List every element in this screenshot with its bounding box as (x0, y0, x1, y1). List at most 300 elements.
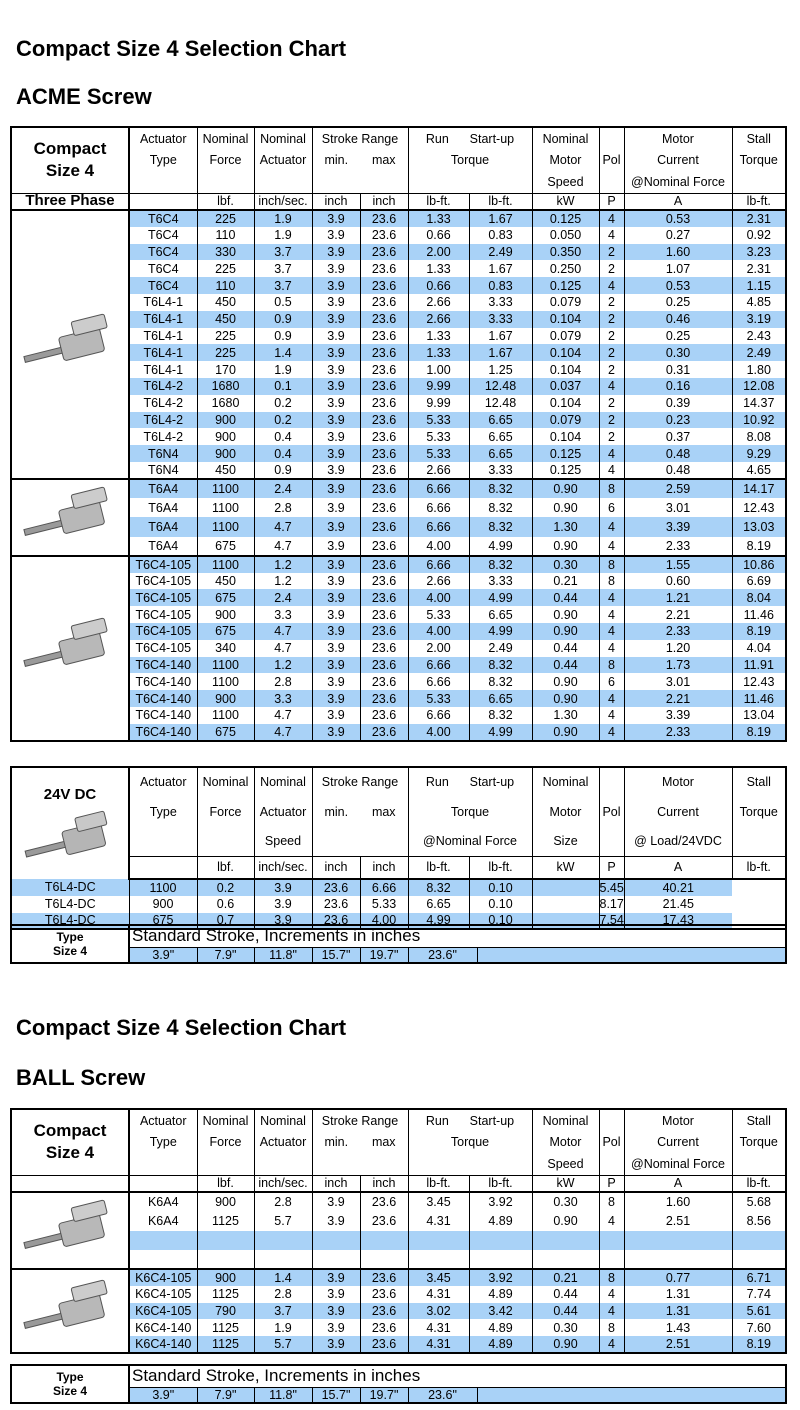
table-cell: 0.48 (624, 462, 732, 479)
table-cell: 8 (599, 556, 624, 573)
table-cell: 1.67 (469, 344, 532, 361)
table-cell: 4.31 (408, 1336, 469, 1353)
stroke-value: 23.6" (408, 947, 477, 963)
table-cell: 3.3 (254, 690, 312, 707)
acme-section-title: Compact Size 4 Selection Chart (16, 36, 347, 61)
table-cell: T6N4 (147, 462, 179, 477)
table-cell: 4 (599, 589, 624, 606)
table-cell: 8 (599, 657, 624, 674)
table-cell: 23.6 (360, 623, 408, 640)
table-cell: 8 (599, 573, 624, 590)
table-cell: 1.15 (732, 277, 786, 294)
actuator-acme-group-1-icon (18, 307, 122, 379)
table-cell: 1.33 (408, 260, 469, 277)
table-cell: 4.00 (408, 724, 469, 741)
table-cell: 0.25 (624, 328, 732, 345)
table-cell: 4.7 (254, 623, 312, 640)
dc-label-cell (11, 767, 129, 879)
col-header: Type (149, 1135, 177, 1149)
col-header (408, 171, 532, 193)
col-header: Motor (532, 1131, 599, 1153)
table-cell: 2.4 (254, 589, 312, 606)
col-header: Torque (408, 1131, 532, 1153)
table-cell: 10.86 (732, 556, 786, 573)
table-cell: 0.104 (532, 311, 599, 328)
table-cell: 5.33 (408, 606, 469, 623)
table-cell: 0.125 (532, 277, 599, 294)
table-cell: T6C4-105 (129, 623, 197, 640)
col-header: max (371, 804, 396, 819)
table-cell: 0.5 (254, 294, 312, 311)
table-cell: 1.60 (624, 1192, 732, 1211)
table-cell: 23.6 (360, 428, 408, 445)
table-cell: 14.37 (732, 395, 786, 412)
table-cell: 4 (599, 606, 624, 623)
table-cell: 1125 (197, 1286, 254, 1303)
table-cell: 14.17 (732, 479, 786, 498)
col-header: Start-up (469, 1113, 515, 1128)
table-cell: 5.61 (732, 1303, 786, 1320)
table-cell: 4 (599, 640, 624, 657)
table-cell: 1.73 (624, 657, 732, 674)
table-cell: 4.99 (469, 537, 532, 556)
col-header: Actuator (139, 131, 187, 146)
table-cell: 1.33 (408, 328, 469, 345)
stroke-value: 3.9" (129, 947, 197, 963)
table-cell: 6.66 (408, 707, 469, 724)
table-cell: 23.6 (360, 573, 408, 590)
table-cell: 23.6 (360, 311, 408, 328)
table-cell (469, 1250, 532, 1269)
ball-label-line-2: Size 4 (45, 1143, 95, 1163)
table-cell: 1.9 (254, 1319, 312, 1336)
table-cell: 6.71 (732, 1269, 786, 1286)
table-cell: 0.16 (624, 378, 732, 395)
table-cell: 0.90 (532, 1336, 599, 1353)
table-cell: 5.33 (408, 445, 469, 462)
table-cell: 8.32 (469, 517, 532, 536)
table-cell: 0.050 (532, 227, 599, 244)
acme-label-line-3: Three Phase (11, 193, 129, 210)
table-cell: 1.9 (254, 361, 312, 378)
table-cell: 23.6 (312, 896, 360, 913)
table-cell: 0.10 (469, 913, 532, 930)
table-cell: 0.30 (624, 344, 732, 361)
unit-cell: lb-ft. (408, 856, 469, 879)
table-cell: 675 (197, 589, 254, 606)
table-cell: 3.42 (469, 1303, 532, 1320)
table-cell: 8.32 (469, 707, 532, 724)
table-cell: 1.31 (624, 1303, 732, 1320)
table-cell: 17.43 (624, 913, 732, 930)
table-cell: 6.66 (408, 479, 469, 498)
table-cell: T6C4-140 (129, 657, 197, 674)
table-cell: 23.6 (360, 412, 408, 429)
table-cell: 1.21 (624, 589, 732, 606)
table-cell: T6C4-140 (135, 708, 192, 723)
table-cell: T6L4-DC (44, 897, 96, 912)
col-header: Torque (408, 149, 532, 171)
unit-cell: lb-ft. (469, 193, 532, 210)
col-header: Torque (732, 797, 786, 827)
table-cell: T6C4-105 (135, 573, 192, 588)
table-cell: 3.9 (254, 879, 312, 896)
table-cell: 7.74 (732, 1286, 786, 1303)
stroke-size-label: Size 4 (52, 944, 88, 958)
table-cell: 2.00 (408, 640, 469, 657)
table-cell: 4 (599, 227, 624, 244)
table-cell: 4 (599, 1336, 624, 1353)
unit-cell (129, 1175, 197, 1192)
table-cell: 23.6 (360, 1286, 408, 1303)
acme-image-cell (11, 210, 129, 479)
table-cell: 2.59 (624, 479, 732, 498)
col-header: Nominal (532, 1109, 599, 1131)
col-header: Run (425, 775, 449, 790)
table-cell (312, 1231, 360, 1250)
table-cell: 11.91 (732, 657, 786, 674)
table-cell: 0.60 (624, 573, 732, 590)
table-cell: T6C4-105 (135, 607, 192, 622)
table-cell: T6A4 (148, 538, 179, 553)
table-cell: 23.6 (360, 210, 408, 227)
table-cell: 3.33 (469, 311, 532, 328)
table-cell: 3.45 (408, 1192, 469, 1211)
table-cell: 0.30 (532, 1319, 599, 1336)
table-cell: 790 (197, 1303, 254, 1320)
table-cell: 12.43 (732, 498, 786, 517)
col-header: Current (624, 149, 732, 171)
table-cell: 0.079 (532, 412, 599, 429)
table-cell: 0.10 (469, 879, 532, 896)
stroke-value-empty (477, 947, 786, 963)
table-cell: 5.33 (408, 690, 469, 707)
col-header: Torque (408, 797, 532, 827)
table-cell: 450 (197, 462, 254, 479)
acme-label-line-2: Size 4 (45, 161, 95, 181)
acme-label-line-1: Compact (33, 139, 107, 159)
table-cell: 8.32 (469, 673, 532, 690)
table-cell: T6L4-1 (143, 362, 184, 377)
table-cell (254, 1231, 312, 1250)
ball-image-cell (11, 1192, 129, 1269)
unit-cell: inch (360, 856, 408, 879)
table-cell: 0.23 (624, 412, 732, 429)
table-cell: 0.2 (254, 395, 312, 412)
table-cell: 225 (197, 260, 254, 277)
table-cell: 3.9 (312, 1336, 360, 1353)
ball-section-title: Compact Size 4 Selection Chart (16, 1015, 347, 1040)
col-header: Nominal (254, 1109, 312, 1131)
table-cell: T6C4 (147, 228, 179, 243)
table-cell: 0.21 (532, 1269, 599, 1286)
table-cell: 1.4 (254, 344, 312, 361)
table-cell: 3.9 (312, 498, 360, 517)
table-cell: 8.32 (408, 879, 469, 896)
table-cell: 0.90 (532, 1211, 599, 1230)
table-cell: 23.6 (360, 517, 408, 536)
table-cell: 4.31 (408, 1319, 469, 1336)
table-cell: 0.90 (532, 690, 599, 707)
table-cell: 3.9 (312, 556, 360, 573)
table-cell: 900 (197, 412, 254, 429)
table-cell: 11.46 (732, 690, 786, 707)
table-cell: 12.48 (469, 378, 532, 395)
table-cell: 0.104 (532, 428, 599, 445)
col-header: Nominal (197, 1109, 254, 1131)
col-header: Stroke Range (312, 127, 408, 149)
col-header: Actuator (139, 1113, 187, 1128)
table-cell: 900 (197, 1192, 254, 1211)
table-cell: 0.90 (532, 623, 599, 640)
stroke-title: Standard Stroke, Increments in inches (132, 1366, 421, 1386)
table-cell: T6L4-DC (11, 879, 129, 896)
table-cell: 2.33 (624, 537, 732, 556)
table-cell: 4 (599, 690, 624, 707)
table-cell: 0.6 (197, 896, 254, 913)
table-cell: 3.9 (312, 690, 360, 707)
table-cell: 8 (599, 1269, 624, 1286)
table-cell: 0.44 (532, 589, 599, 606)
col-header: Motor (532, 797, 599, 827)
table-cell: K6C4-105 (129, 1269, 197, 1286)
ball-table-label (11, 1109, 129, 1175)
table-cell: 3.9 (312, 462, 360, 479)
table-cell: 4.99 (469, 589, 532, 606)
table-cell (732, 1231, 786, 1250)
table-cell: 4.7 (254, 517, 312, 536)
table-cell: 4 (599, 623, 624, 640)
unit-cell: inch/sec. (254, 193, 312, 210)
unit-cell: A (624, 856, 732, 879)
table-cell: 225 (197, 344, 254, 361)
table-cell: 1.67 (469, 210, 532, 227)
table-cell: 2.8 (254, 498, 312, 517)
table-cell: 170 (197, 361, 254, 378)
table-cell: T6L4-2 (143, 429, 184, 444)
col-header: Run (425, 1113, 449, 1128)
table-cell: 0.46 (624, 311, 732, 328)
table-cell: 0.53 (624, 277, 732, 294)
table-cell: 2.49 (732, 344, 786, 361)
table-cell: 1.9 (254, 227, 312, 244)
table-cell: 0.30 (532, 1192, 599, 1211)
table-cell: 23.6 (360, 657, 408, 674)
table-cell: K6C4-140 (135, 1320, 192, 1335)
table-cell: 450 (197, 294, 254, 311)
table-cell: 110 (197, 277, 254, 294)
stroke-value: 15.7" (312, 1387, 360, 1403)
table-row (11, 556, 786, 573)
table-cell: 110 (197, 227, 254, 244)
col-header: Stall (732, 127, 786, 149)
stroke-type-label-cell (11, 925, 129, 963)
table-row (11, 879, 786, 896)
table-cell: 3.33 (469, 573, 532, 590)
col-header: max (371, 1135, 396, 1149)
table-cell: 3.9 (312, 537, 360, 556)
table-cell: 3.92 (469, 1269, 532, 1286)
col-header: Current (624, 1131, 732, 1153)
table-cell: 4 (599, 517, 624, 536)
table-cell: 0.4 (254, 428, 312, 445)
table-cell: 3.9 (312, 657, 360, 674)
table-cell: 1125 (197, 1211, 254, 1230)
table-cell: 3.39 (624, 707, 732, 724)
table-cell: 0.250 (532, 260, 599, 277)
col-header: Pol (599, 1131, 624, 1153)
table-cell: 23.6 (360, 1319, 408, 1336)
table-cell: T6L4-1 (143, 295, 184, 310)
table-cell: 450 (197, 311, 254, 328)
actuator-ball-group-1-icon (18, 1193, 122, 1265)
stroke-value-empty (477, 1387, 786, 1403)
unit-cell: inch (312, 193, 360, 210)
table-cell: 1100 (197, 498, 254, 517)
col-header: Motor (624, 1109, 732, 1131)
table-cell: 23.6 (360, 1192, 408, 1211)
col-header: @Nominal Force (624, 171, 732, 193)
col-header: min. (312, 1131, 360, 1153)
table-cell: 2.51 (624, 1211, 732, 1230)
table-cell: 23.6 (360, 344, 408, 361)
table-cell: 4 (599, 1211, 624, 1230)
col-header-run-startup (408, 1109, 532, 1131)
table-cell: 4.99 (469, 623, 532, 640)
col-header: Nominal (197, 767, 254, 797)
table-cell: 6.65 (469, 690, 532, 707)
table-cell: 4.00 (408, 589, 469, 606)
table-cell: 1.2 (254, 657, 312, 674)
table-cell: T6A4 (148, 500, 179, 515)
stroke-type-label: Type (56, 930, 84, 944)
table-cell: 8.19 (732, 724, 786, 741)
table-cell: 23.6 (360, 498, 408, 517)
table-cell: 0.83 (469, 227, 532, 244)
table-cell: 2.66 (408, 294, 469, 311)
table-cell: T6L4-1 (129, 344, 197, 361)
table-cell: 3.9 (312, 623, 360, 640)
col-header (254, 171, 312, 193)
col-header: Current (624, 797, 732, 827)
table-cell: 6 (599, 673, 624, 690)
table-cell (532, 896, 599, 913)
table-cell: T6A4 (129, 517, 197, 536)
table-cell: 675 (197, 537, 254, 556)
table-cell: 0.10 (469, 896, 532, 913)
table-cell: 2.33 (624, 623, 732, 640)
table-cell: 0.125 (532, 462, 599, 479)
table-cell (360, 1250, 408, 1269)
table-cell: 4.89 (469, 1211, 532, 1230)
col-header: Force (197, 797, 254, 827)
table-cell: 4.00 (408, 623, 469, 640)
unit-cell: lb-ft. (732, 193, 786, 210)
table-cell: 340 (197, 640, 254, 657)
table-cell: 4 (599, 210, 624, 227)
table-cell: 23.6 (360, 724, 408, 741)
table-cell: 3.01 (624, 673, 732, 690)
table-cell: 2 (599, 412, 624, 429)
table-cell: 2.49 (469, 640, 532, 657)
table-cell: 0.44 (532, 1303, 599, 1320)
table-cell: 6.66 (408, 517, 469, 536)
table-cell: 1100 (197, 707, 254, 724)
col-header (408, 1153, 532, 1175)
table-cell: 23.6 (360, 707, 408, 724)
table-cell: 23.6 (360, 479, 408, 498)
ball-stroke-table (10, 1364, 787, 1404)
table-cell: 12.43 (732, 673, 786, 690)
acme-selection-table (10, 126, 787, 742)
table-cell: 1.80 (732, 361, 786, 378)
table-cell: T6L4-2 (129, 412, 197, 429)
table-cell: T6N4 (129, 445, 197, 462)
table-cell (360, 1231, 408, 1250)
table-cell: 0.90 (532, 724, 599, 741)
table-cell: 3.02 (408, 1303, 469, 1320)
table-cell (129, 1231, 197, 1250)
table-cell: 3.9 (254, 913, 312, 930)
table-cell: 225 (197, 210, 254, 227)
unit-cell: inch (360, 193, 408, 210)
unit-cell: A (624, 1175, 732, 1192)
dc-label: 24V DC (43, 786, 97, 803)
table-cell: 1.31 (624, 1286, 732, 1303)
table-cell: 6.65 (469, 445, 532, 462)
table-cell: 6.66 (408, 556, 469, 573)
table-cell: 4.85 (732, 294, 786, 311)
table-cell: 900 (197, 690, 254, 707)
table-cell: 0.9 (254, 462, 312, 479)
table-cell: 8.32 (469, 556, 532, 573)
table-cell: 3.9 (312, 428, 360, 445)
table-cell: 675 (129, 913, 197, 930)
table-cell: 2.66 (408, 311, 469, 328)
table-cell: 5.45 (599, 880, 624, 895)
table-cell: 4 (599, 537, 624, 556)
table-cell: 1.30 (532, 707, 599, 724)
table-cell: 1.33 (408, 210, 469, 227)
acme-table-label (11, 127, 129, 193)
table-cell: 3.45 (408, 1269, 469, 1286)
table-cell: 4.89 (469, 1336, 532, 1353)
table-cell: 5.68 (732, 1192, 786, 1211)
table-cell: 5.33 (408, 428, 469, 445)
table-cell: 3.9 (312, 344, 360, 361)
col-header: Actuator (254, 797, 312, 827)
table-cell: 1100 (197, 657, 254, 674)
table-cell (408, 1231, 469, 1250)
table-cell: 3.7 (254, 260, 312, 277)
table-cell: 13.03 (732, 517, 786, 536)
unit-cell (129, 856, 197, 879)
unit-cell: lbf. (197, 193, 254, 210)
table-cell: 6 (599, 498, 624, 517)
col-header: Force (197, 149, 254, 171)
acme-stroke-table (10, 924, 787, 964)
table-cell: 1125 (197, 1336, 254, 1353)
table-cell: 1.43 (624, 1319, 732, 1336)
table-cell: 2.8 (254, 673, 312, 690)
table-cell: 23.6 (312, 879, 360, 896)
table-cell: 3.9 (312, 673, 360, 690)
table-cell: 5.33 (360, 896, 408, 913)
col-header: min. (312, 149, 360, 171)
table-cell: 3.9 (312, 1269, 360, 1286)
table-cell: 1.9 (254, 210, 312, 227)
table-cell: 0.53 (624, 210, 732, 227)
